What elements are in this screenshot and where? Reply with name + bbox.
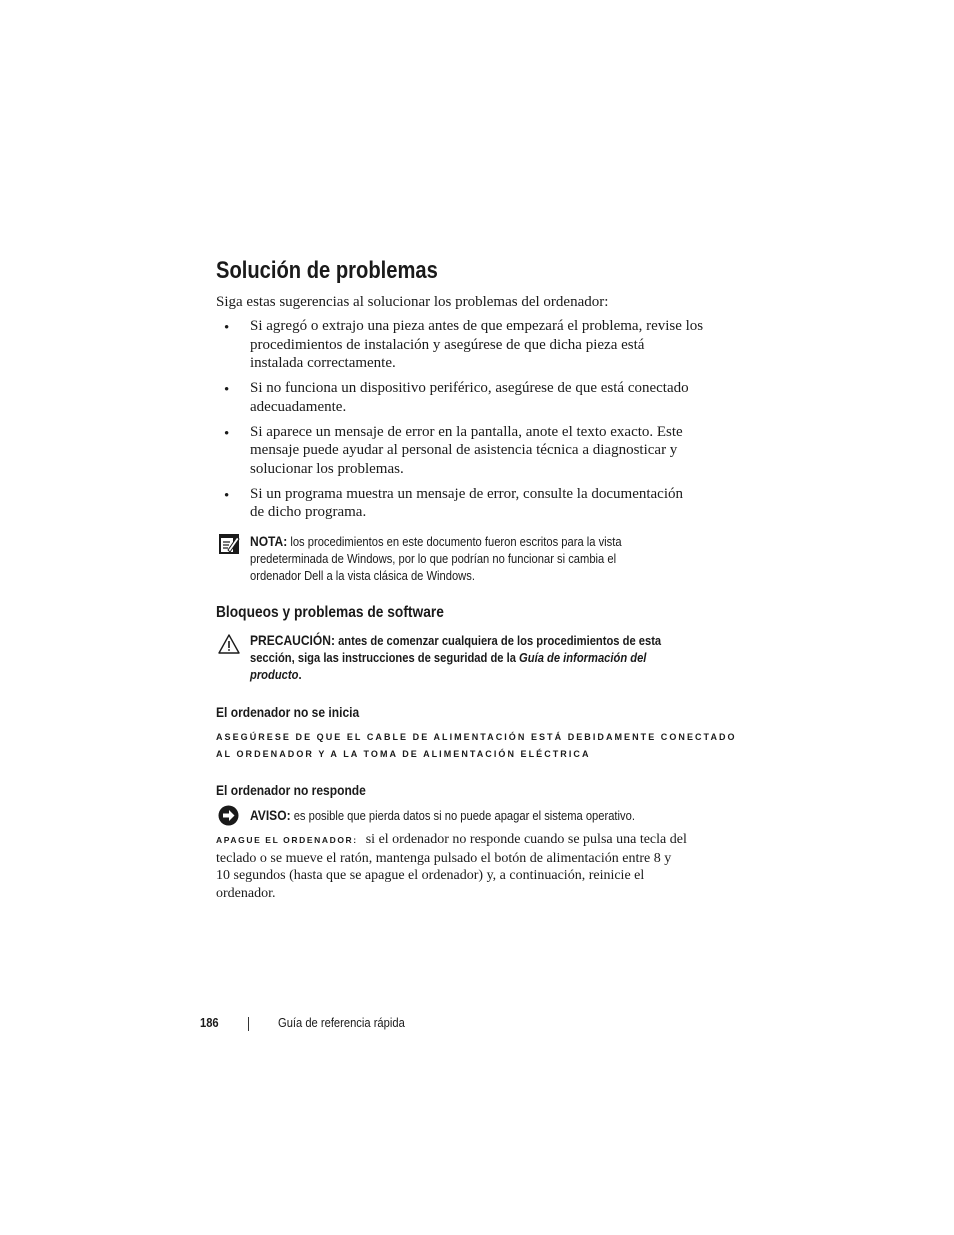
notice-arrow-icon [218, 805, 239, 826]
subsection-heading: El ordenador no se inicia [216, 704, 360, 720]
troubleshooting-tips-list [216, 317, 716, 522]
note-line: ordenador Dell a la vista clásica de Windows. [250, 568, 475, 584]
instruction-line: ASEGÚRESE DE QUE EL CABLE DE ALIMENTACIÓN ESTÁ DEBIDAMENTE CONECTADO [216, 732, 737, 742]
procedure-line: 10 segundos (hasta que se apague el ordenador) y, a continuación, reinicie el [216, 868, 645, 883]
list-item-line: Si agregó o extrajo una pieza antes de que empezará el problema, revise los [250, 318, 704, 334]
procedure-line: teclado o se mueve el ratón, mantenga pulsado el botón de alimentación entre 8 y [216, 850, 672, 866]
procedure-line: si el ordenador no responde cuando se pulsa una tecla del [365, 832, 687, 847]
list-item-line: mensaje puede ayudar al personal de asistencia técnica a diagnosticar y [250, 442, 678, 459]
list-item [216, 317, 716, 373]
list-item-line: adecuadamente. [250, 398, 347, 415]
intro-paragraph: Siga estas sugerencias al solucionar los problemas del ordenador: [216, 294, 609, 310]
bullet-icon: • [224, 382, 230, 399]
warning-triangle-icon [218, 634, 240, 654]
subsection-heading: El ordenador no responde [216, 782, 366, 798]
list-item-line: procedimientos de instalación y asegúrese de que dicha pieza está [250, 336, 645, 353]
bullet-icon: • [224, 425, 230, 442]
procedure-line: ordenador. [216, 885, 276, 901]
list-item-line: Si aparece un mensaje de error en la pantalla, anote el texto exacto. Este [250, 423, 683, 440]
note-text [250, 533, 682, 585]
caution-line: antes de comenzar cualquiera de los procedimientos de esta [338, 633, 662, 648]
bullet-icon: • [224, 487, 230, 504]
note-line: predeterminada de Windows, por lo que podrían no funcionar si cambia el [250, 551, 617, 567]
list-item [216, 379, 716, 416]
list-item-line: de dicho programa. [250, 504, 367, 521]
footer-divider [248, 1017, 249, 1031]
caution-text [250, 632, 728, 684]
page-title: Solución de problemas [216, 257, 438, 284]
list-item [216, 485, 716, 522]
list-item [216, 423, 716, 479]
list-item-line: Si un programa muestra un mensaje de error, consulte la documentación [250, 485, 684, 502]
guide-title-reference: Guía de información del [519, 650, 647, 666]
footer-title: Guía de referencia rápida [278, 1015, 405, 1030]
bullet-icon: • [224, 320, 230, 336]
notice-text [250, 807, 635, 824]
pencil-note-icon [218, 533, 240, 555]
caution-line: sección, siga las instrucciones de seguridad de la [250, 650, 516, 666]
procedure-label: APAGUE EL ORDENADOR: [216, 835, 358, 845]
list-item-line: Si no funciona un dispositivo periférico, asegúrese de que está conectado [250, 380, 689, 397]
instruction-text [216, 729, 737, 763]
list-item-line: instalada correctamente. [250, 355, 396, 372]
section-heading: Bloqueos y problemas de software [216, 604, 444, 621]
list-item-line: solucionar los problemas. [250, 460, 404, 477]
note-label: NOTA: [250, 533, 288, 549]
page-number: 186 [200, 1015, 219, 1030]
caution-line: . [298, 667, 302, 683]
notice-body: es posible que pierda datos si no puede apagar el sistema operativo. [293, 808, 635, 823]
notice-label: AVISO: [250, 807, 291, 823]
note-line: los procedimientos en este documento fueron escritos para la vista [290, 534, 622, 549]
guide-title-reference: producto [250, 667, 299, 683]
instruction-line: AL ORDENADOR Y A LA TOMA DE ALIMENTACIÓN ELÉCTRICA [216, 749, 591, 759]
procedure-paragraph [216, 831, 716, 902]
caution-label: PRECAUCIÓN: [250, 632, 335, 648]
